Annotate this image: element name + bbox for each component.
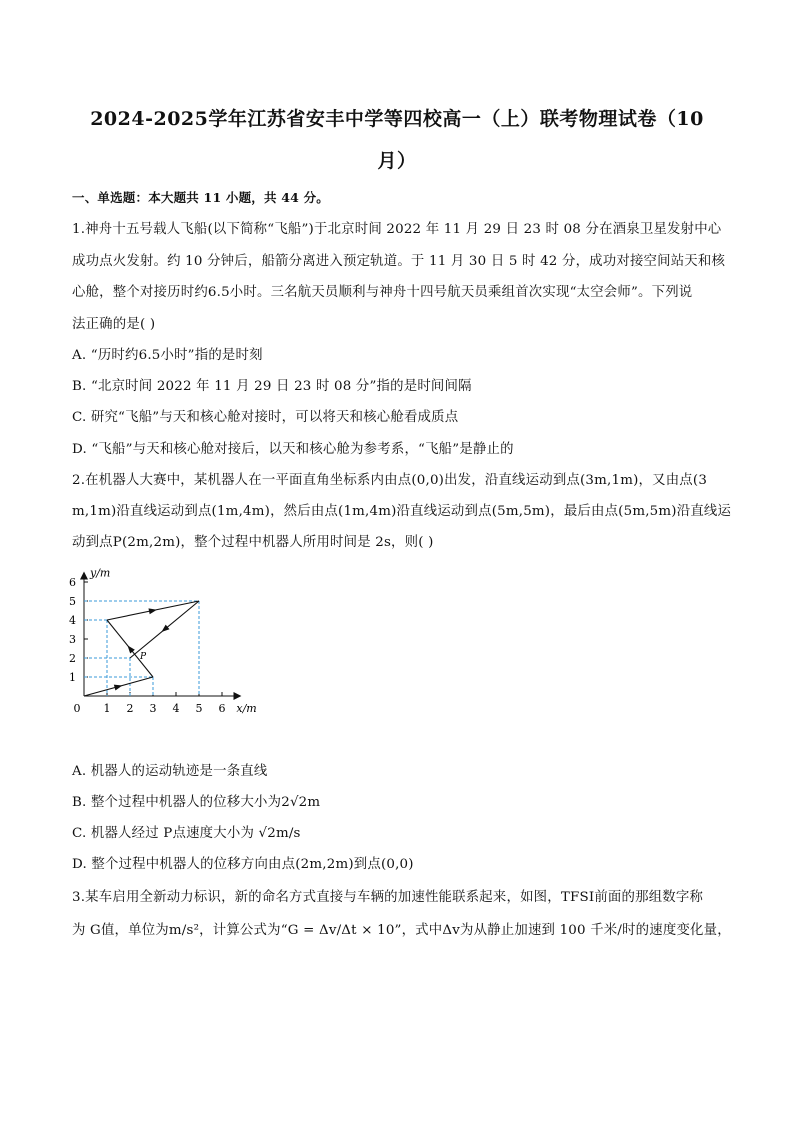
q2-stem-line: 2.在机器人大赛中，某机器人在一平面直角坐标系内由点(0,0)出发，沿直线运动到点(3m,1m)，又由点(3	[72, 473, 708, 488]
x-tick-label: 6	[218, 702, 226, 715]
q3-stem-line: 为 G值，单位为m/s²，计算公式为“G = Δv/Δt × 10”，式中Δv为从静止加速到 100 千米/时的速度变化量，	[72, 923, 731, 938]
y-tick-label: 2	[69, 652, 76, 665]
q1-option-d: D. “飞船”与天和核心舱对接后，以天和核心舱为参考系，“飞船”是静止的	[72, 442, 514, 457]
q1-option-c: C. 研究“飞船”与天和核心舱对接时，可以将天和核心舱看成质点	[72, 410, 459, 425]
direction-arrow	[114, 683, 123, 691]
q2-option-a: A. 机器人的运动轨迹是一条直线	[72, 764, 268, 779]
point-p-label: P	[140, 652, 147, 662]
x-tick-label: 4	[172, 702, 180, 715]
x-tick-label: 3	[149, 702, 157, 715]
q2-option-d: D. 整个过程中机器人的位移方向由点(2m,2m)到点(0,0)	[72, 857, 414, 872]
x-tick-label: 5	[195, 702, 203, 715]
exam-title-line1: 2024-2025学年江苏省安丰中学等四校高一（上）联考物理试卷（10	[90, 108, 704, 130]
q2-stem-line: m,1m)沿直线运动到点(1m,4m)，然后由点(1m,4m)沿直线运动到点(5m,5m)，最后由点(5m,5m)沿直线运	[72, 504, 732, 519]
x-tick-label: 0	[73, 702, 81, 715]
x-tick-label: 1	[103, 702, 111, 715]
q1-stem-line: 法正确的是( )	[72, 317, 156, 332]
exam-title-line2: 月）	[377, 150, 417, 172]
q3-stem-line: 3.某车启用全新动力标识，新的命名方式直接与车辆的加速性能联系起来，如图，TFSI前面的那组数字称	[72, 890, 704, 905]
q1-option-b: B. “北京时间 2022 年 11 月 29 日 23 时 08 分”指的是时间间隔	[72, 379, 472, 394]
y-tick-label: 4	[69, 614, 76, 627]
x-axis-label: x/m	[236, 702, 257, 715]
direction-arrow	[148, 607, 157, 614]
y-tick-label: 6	[69, 576, 76, 589]
q1-stem-line: 心舱，整个对接历时约6.5小时。三名航天员顺利与神舟十四号航天员乘组首次实现“太空会师”。下列说	[72, 285, 693, 300]
y-tick-label: 1	[69, 671, 76, 684]
q1-stem-line: 1.神舟十五号载人飞船(以下简称“飞船”)于北京时间 2022 年 11 月 29 日 23 时 08 分在酒泉卫星发射中心	[72, 222, 722, 237]
y-tick-label: 3	[69, 633, 76, 646]
q2-stem-line: 动到点P(2m,2m)，整个过程中机器人所用时间是 2s，则( )	[72, 535, 434, 550]
x-tick-label: 2	[126, 702, 134, 715]
y-axis-label: y/m	[90, 566, 111, 580]
y-tick-label: 5	[69, 595, 76, 608]
section-heading: 一、单选题：本大题共 11 小题，共 44 分。	[72, 190, 329, 205]
trajectory-chart	[62, 558, 272, 718]
q1-stem-line: 成功点火发射。约 10 分钟后，船箭分离进入预定轨道。于 11 月 30 日 5 时 42 分，成功对接空间站天和核	[72, 254, 726, 269]
q1-option-a: A. “历时约6.5小时”指的是时刻	[72, 348, 263, 363]
q2-option-b: B. 整个过程中机器人的位移大小为2√2m	[72, 795, 321, 810]
q2-option-c: C. 机器人经过 P点速度大小为 √2m/s	[72, 826, 301, 841]
